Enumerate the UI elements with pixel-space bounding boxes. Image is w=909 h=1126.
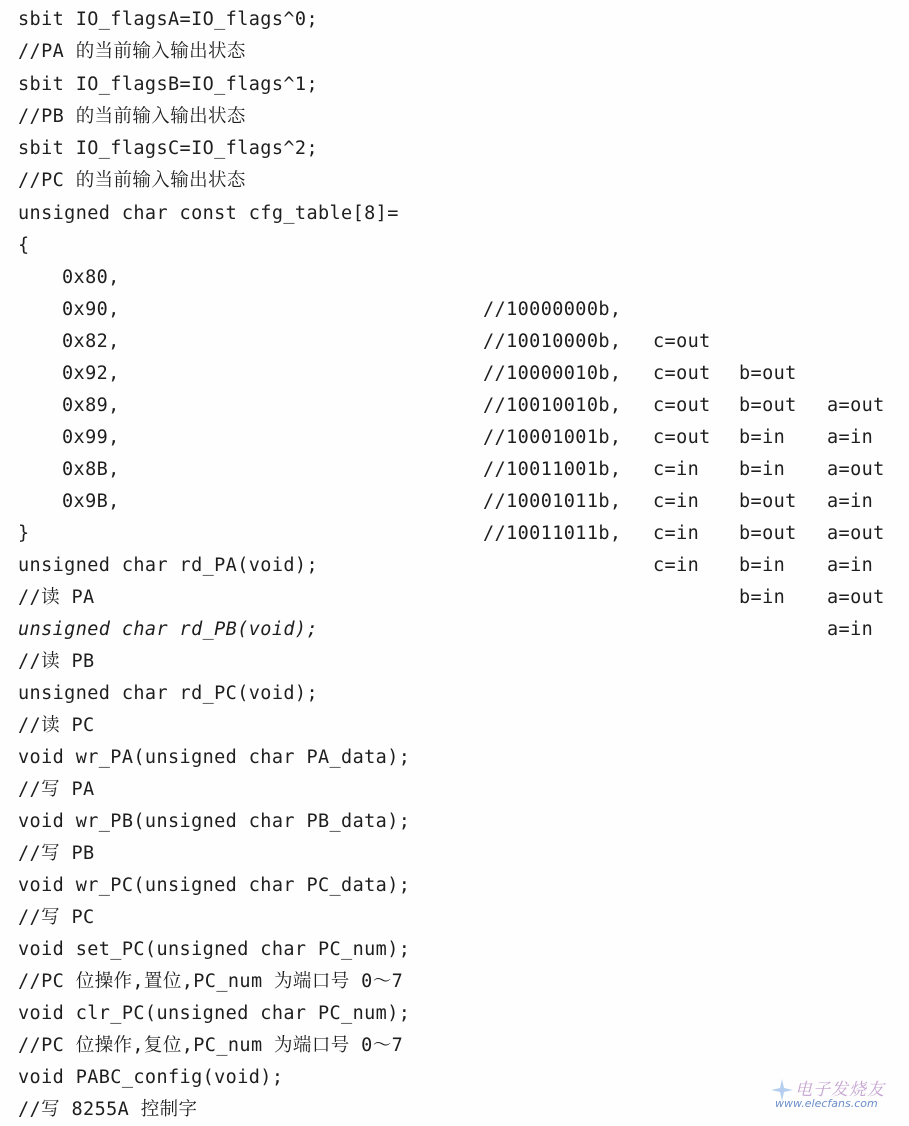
code-line: void set_PC(unsigned char PC_num); bbox=[18, 939, 411, 960]
port-a-mode: a=out bbox=[827, 587, 885, 608]
binary-value: //10001011b, bbox=[483, 491, 622, 512]
code-line: void wr_PA(unsigned char PA_data); bbox=[18, 747, 411, 768]
port-b-mode: b=in bbox=[739, 587, 786, 608]
code-line: sbit IO_flagsB=IO_flags^1; bbox=[18, 74, 318, 95]
port-a-mode: a=in bbox=[827, 555, 874, 576]
port-b-mode: b=in bbox=[739, 459, 786, 480]
code-line: unsigned char rd_PA(void); bbox=[18, 555, 318, 576]
watermark-logo bbox=[769, 1073, 899, 1117]
port-c-mode: c=in bbox=[653, 459, 700, 480]
code-line: sbit IO_flagsA=IO_flags^0; bbox=[18, 9, 318, 30]
table-value: 0x92, bbox=[62, 363, 120, 384]
binary-value: //10011011b, bbox=[483, 523, 622, 544]
code-comment: //写 PC bbox=[18, 907, 95, 928]
code-line: } bbox=[18, 523, 30, 544]
table-value: 0x89, bbox=[62, 395, 120, 416]
code-comment: //写 8255A 控制字 bbox=[18, 1099, 198, 1120]
port-c-mode: c=in bbox=[653, 555, 700, 576]
port-a-mode: a=in bbox=[827, 619, 874, 640]
watermark-brand: 电子发烧友 bbox=[795, 1080, 885, 1100]
code-comment: //写 PA bbox=[18, 779, 95, 800]
port-b-mode: b=out bbox=[739, 523, 797, 544]
port-b-mode: b=out bbox=[739, 395, 797, 416]
code-comment: //PA 的当前输入输出状态 bbox=[18, 41, 246, 62]
code-comment: //读 PC bbox=[18, 715, 95, 736]
port-c-mode: c=out bbox=[653, 363, 711, 384]
binary-value: //10010000b, bbox=[483, 331, 622, 352]
table-value: 0x8B, bbox=[62, 459, 120, 480]
code-line: unsigned char const cfg_table[8]= bbox=[18, 203, 399, 224]
code-comment: //PC 位操作,复位,PC_num 为端口号 0～7 bbox=[18, 1035, 404, 1056]
code-comment: //写 PB bbox=[18, 843, 95, 864]
code-comment: //PC 位操作,置位,PC_num 为端口号 0～7 bbox=[18, 971, 404, 992]
binary-value: //10000000b, bbox=[483, 299, 622, 320]
binary-value: //10001001b, bbox=[483, 427, 622, 448]
code-comment: //PB 的当前输入输出状态 bbox=[18, 106, 246, 127]
code-line: { bbox=[18, 235, 30, 256]
binary-value: //10000010b, bbox=[483, 363, 622, 384]
table-value: 0x9B, bbox=[62, 491, 120, 512]
port-c-mode: c=in bbox=[653, 491, 700, 512]
port-b-mode: b=in bbox=[739, 427, 786, 448]
code-line: unsigned char rd_PC(void); bbox=[18, 683, 318, 704]
code-line: sbit IO_flagsC=IO_flags^2; bbox=[18, 138, 318, 159]
code-comment: //PC 的当前输入输出状态 bbox=[18, 170, 246, 191]
port-a-mode: a=out bbox=[827, 459, 885, 480]
table-value: 0x82, bbox=[62, 331, 120, 352]
table-value: 0x90, bbox=[62, 299, 120, 320]
code-line: void wr_PB(unsigned char PB_data); bbox=[18, 811, 411, 832]
port-a-mode: a=out bbox=[827, 523, 885, 544]
table-value: 0x99, bbox=[62, 427, 120, 448]
port-a-mode: a=out bbox=[827, 395, 885, 416]
port-c-mode: c=out bbox=[653, 331, 711, 352]
port-c-mode: c=out bbox=[653, 427, 711, 448]
binary-value: //10011001b, bbox=[483, 459, 622, 480]
table-value: 0x80, bbox=[62, 267, 120, 288]
code-line: void wr_PC(unsigned char PC_data); bbox=[18, 875, 411, 896]
port-a-mode: a=in bbox=[827, 427, 874, 448]
code-line: void clr_PC(unsigned char PC_num); bbox=[18, 1003, 411, 1024]
port-b-mode: b=out bbox=[739, 491, 797, 512]
code-comment: //读 PB bbox=[18, 651, 95, 672]
code-comment: //读 PA bbox=[18, 587, 95, 608]
port-c-mode: c=in bbox=[653, 523, 700, 544]
binary-value: //10010010b, bbox=[483, 395, 622, 416]
code-line: void PABC_config(void); bbox=[18, 1067, 284, 1088]
port-b-mode: b=out bbox=[739, 363, 797, 384]
watermark-url: www.elecfans.com bbox=[775, 1097, 878, 1110]
port-c-mode: c=out bbox=[653, 395, 711, 416]
port-a-mode: a=in bbox=[827, 491, 874, 512]
port-b-mode: b=in bbox=[739, 555, 786, 576]
code-line: unsigned char rd_PB(void); bbox=[18, 619, 318, 640]
